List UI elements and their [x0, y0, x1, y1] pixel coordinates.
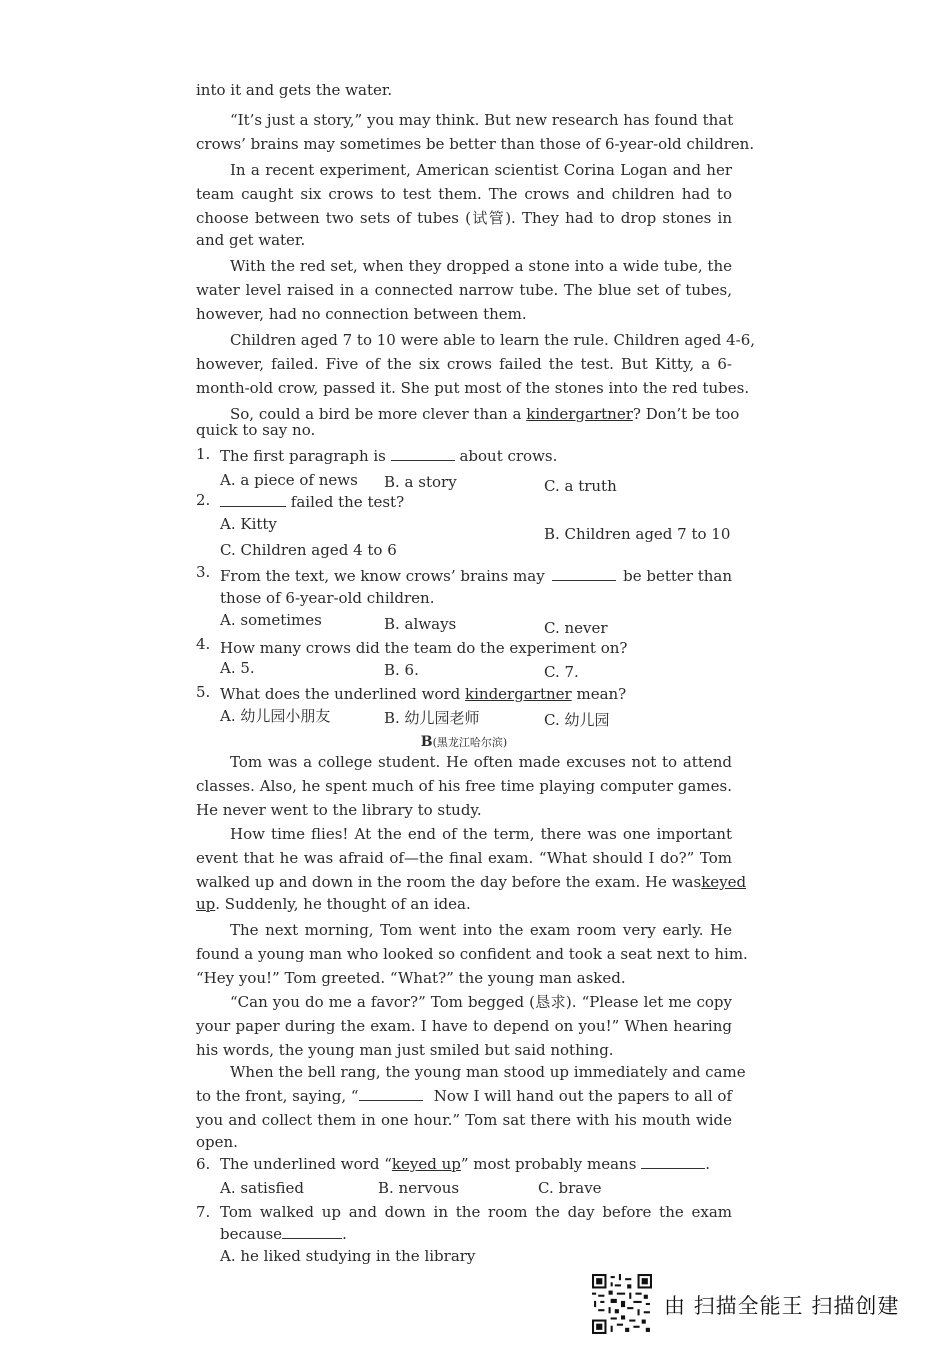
question-stem: ” most probably means	[460, 1155, 637, 1173]
question-stem: .	[705, 1155, 710, 1173]
option-b: B. 6.	[384, 661, 419, 679]
question-stem: mean?	[576, 685, 627, 703]
passage-line: The next morning, Tom went into the exam room very early. He	[230, 921, 732, 939]
passage-line: month-old crow, passed it. She put most of the stones into the red tubes.	[196, 379, 750, 397]
option-b: B. nervous	[378, 1179, 460, 1197]
passage-line: “It’s just a story,” you may think. But new research has found that	[230, 111, 734, 129]
passage-line: In a recent experiment, American scientist Corina Logan and her	[230, 161, 732, 179]
option-a: A. Kitty	[220, 515, 277, 533]
question-text	[220, 566, 732, 586]
underlined-word-kindergartner: kindergartner	[526, 405, 633, 423]
passage-line: event that he was afraid of—the final exam. “What should I do?” Tom	[196, 849, 732, 867]
underlined-word-keyed-up: keyed up	[391, 1155, 461, 1173]
passage-line: into it and gets the water.	[196, 81, 393, 99]
passage-text: . Suddenly, he thought of an idea.	[215, 895, 471, 913]
option-c: C. a truth	[544, 477, 617, 495]
underlined-word-up: up	[196, 895, 216, 913]
passage-line: your paper during the exam. I have to depend on you!” When hearing	[196, 1017, 732, 1035]
question-text: Tom walked up and down in the room the day before the exam	[220, 1203, 732, 1221]
option-a: A. 幼儿园小朋友	[220, 707, 331, 725]
question-stem: about crows.	[459, 447, 558, 465]
question-number: 2.	[196, 491, 211, 509]
underlined-word-kindergartner: kindergartner	[465, 685, 572, 703]
passage-line: found a young man who looked so confident and took a seat next to him.	[196, 945, 748, 963]
passage-line: however, had no connection between them.	[196, 305, 527, 323]
answer-blank	[220, 492, 286, 507]
question-text	[220, 492, 404, 512]
option-c: C. Children aged 4 to 6	[220, 541, 397, 559]
section-b-heading	[196, 734, 732, 750]
passage-text: walked up and down in the room the day before the exam. He was	[196, 873, 702, 891]
answer-blank	[552, 566, 616, 581]
answer-blank	[641, 1154, 705, 1169]
passage-line: “Can you do me a favor?” Tom begged (恳求). “Please let me copy	[230, 993, 732, 1011]
passage-line: When the bell rang, the young man stood up immediately and came	[230, 1063, 746, 1081]
question-stem: failed the test?	[290, 493, 405, 511]
passage-text-part: to the front, saying, “	[196, 1087, 359, 1105]
watermark-text: 由 扫描全能王 扫描创建	[664, 1294, 900, 1318]
passage-line: open.	[196, 1133, 238, 1151]
question-number: 1.	[196, 445, 211, 463]
question-number: 5.	[196, 683, 211, 701]
passage-line: crows’ brains may sometimes be better than those of 6-year-old children.	[196, 135, 755, 153]
option-b: B. always	[384, 615, 457, 633]
passage-line: Children aged 7 to 10 were able to learn the rule. Children aged 4-6,	[230, 331, 756, 349]
option-a: A. he liked studying in the library	[220, 1247, 476, 1265]
passage-line: How time flies! At the end of the term, there was one important	[230, 825, 732, 843]
passage-line: water level raised in a connected narrow tube. The blue set of tubes,	[196, 281, 732, 299]
passage-text	[196, 1086, 423, 1106]
question-stem: .	[342, 1225, 347, 1243]
qr-code-icon	[592, 1274, 652, 1334]
question-text: those of 6-year-old children.	[220, 589, 435, 607]
passage-line: He never went to the library to study.	[196, 801, 482, 819]
question-number: 3.	[196, 563, 211, 581]
question-text	[220, 446, 557, 466]
passage-line	[196, 872, 747, 892]
question-stem: be better than	[623, 567, 732, 585]
section-source: (黑龙江哈尔滨)	[432, 736, 508, 749]
passage-line: his words, the young man just smiled but said nothing.	[196, 1041, 614, 1059]
option-c: C. 7.	[544, 663, 579, 681]
question-stem: The first paragraph is	[220, 447, 386, 465]
option-a: A. a piece of news	[220, 471, 358, 489]
passage-line: “Hey you!” Tom greeted. “What?” the young man asked.	[196, 969, 626, 987]
option-b: B. Children aged 7 to 10	[544, 525, 731, 543]
passage-line: team caught six crows to test them. The crows and children had to	[196, 185, 732, 203]
option-c: C. brave	[538, 1179, 602, 1197]
passage-text: Now I will hand out the papers to all of	[433, 1087, 732, 1105]
answer-blank	[282, 1224, 342, 1239]
question-number: 6.	[196, 1155, 211, 1173]
option-a: A. satisfied	[220, 1179, 305, 1197]
passage-line: choose between two sets of tubes (试管). They had to drop stones in	[196, 209, 732, 227]
option-a: A. sometimes	[220, 611, 322, 629]
passage-line: you and collect them in one hour.” Tom sat there with his mouth wide	[196, 1111, 732, 1129]
answer-blank	[359, 1086, 423, 1101]
passage-line: With the red set, when they dropped a stone into a wide tube, the	[230, 257, 732, 275]
underlined-word-keyed: keyed	[701, 873, 747, 891]
option-c: C. 幼儿园	[544, 711, 610, 729]
passage-line: however, failed. Five of the six crows failed the test. But Kitty, a 6-	[196, 355, 732, 373]
question-stem: What does the underlined word	[220, 685, 461, 703]
passage-line	[196, 894, 732, 914]
option-b: B. a story	[384, 473, 457, 491]
scanner-watermark	[592, 1274, 932, 1334]
passage-text: ? Don’t be too	[632, 405, 740, 423]
passage-line: Tom was a college student. He often made excuses not to attend	[230, 753, 732, 771]
question-stem: because	[220, 1225, 283, 1243]
answer-blank	[391, 446, 455, 461]
passage-line: and get water.	[196, 231, 306, 249]
passage-text: So, could a bird be more clever than a	[230, 405, 522, 423]
question-number: 7.	[196, 1203, 211, 1221]
question-text: How many crows did the team do the experiment on?	[220, 639, 628, 657]
section-letter: B	[420, 734, 433, 750]
option-b: B. 幼儿园老师	[384, 709, 480, 727]
option-a: A. 5.	[220, 659, 255, 677]
passage-line: quick to say no.	[196, 421, 316, 439]
option-c: C. never	[544, 619, 608, 637]
question-stem: From the text, we know crows’ brains may	[220, 567, 545, 585]
question-stem: The underlined word “	[220, 1155, 392, 1173]
question-text	[220, 684, 626, 704]
passage-line	[196, 1086, 732, 1106]
passage-line: classes. Also, he spent much of his free time playing computer games.	[196, 777, 732, 795]
question-text	[220, 1154, 710, 1174]
question-text	[220, 1224, 347, 1244]
question-number: 4.	[196, 635, 211, 653]
